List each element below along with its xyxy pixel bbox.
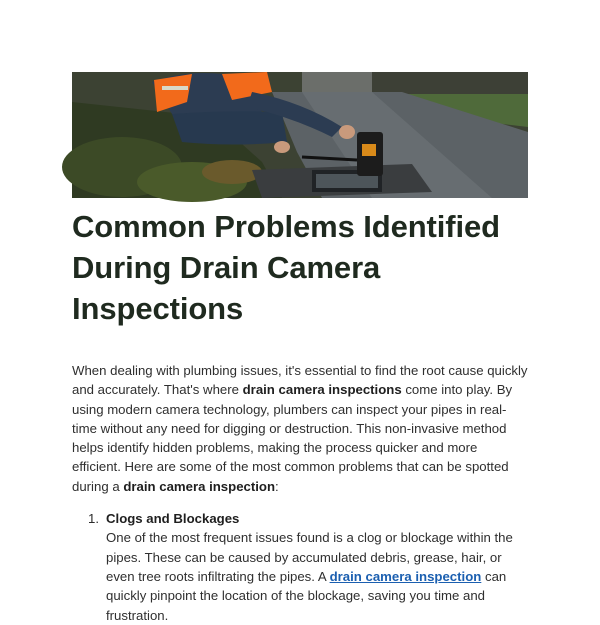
- list-item-text: [106, 530, 513, 622]
- hero-illustration: [72, 72, 528, 198]
- intro-bold-1: drain camera inspections: [242, 382, 402, 398]
- problems-list: [72, 509, 528, 625]
- list-item-text-after: can quickly pinpoint the location of the blockage, saving you time and frustration.: [106, 568, 507, 623]
- drain-camera-inspection-link[interactable]: drain camera inspection: [329, 568, 482, 584]
- list-item-heading: Clogs and Blockages: [106, 511, 240, 527]
- intro-text-1: When dealing with plumbing issues, it's essential to find the root cause quickly and accurately. That's where: [72, 363, 528, 398]
- article: [72, 72, 528, 625]
- list-item-number: 1.: [88, 511, 99, 527]
- intro-text-3: :: [275, 478, 279, 494]
- list-item: [72, 509, 528, 625]
- hero-image: [72, 72, 528, 198]
- intro-text-2: come into play. By using modern camera technology, plumbers can inspect your pipes in real-time without any need for digging or destruction. This non-invasive method helps identify hidden problems, making the process quicker and more efficient. Here are some of the most common problems that can be spotted during a: [72, 382, 513, 494]
- intro-paragraph: [72, 361, 528, 496]
- list-item-text-before: One of the most frequent issues found is a clog or blockage within the pipes. These can be caused by accumulated debris, grease, hair, or even tree roots infiltrating the pipes. A: [106, 530, 513, 584]
- page-title: Common Problems Identified During Drain Camera Inspections: [72, 209, 500, 326]
- intro-bold-2: drain camera inspection: [123, 478, 276, 494]
